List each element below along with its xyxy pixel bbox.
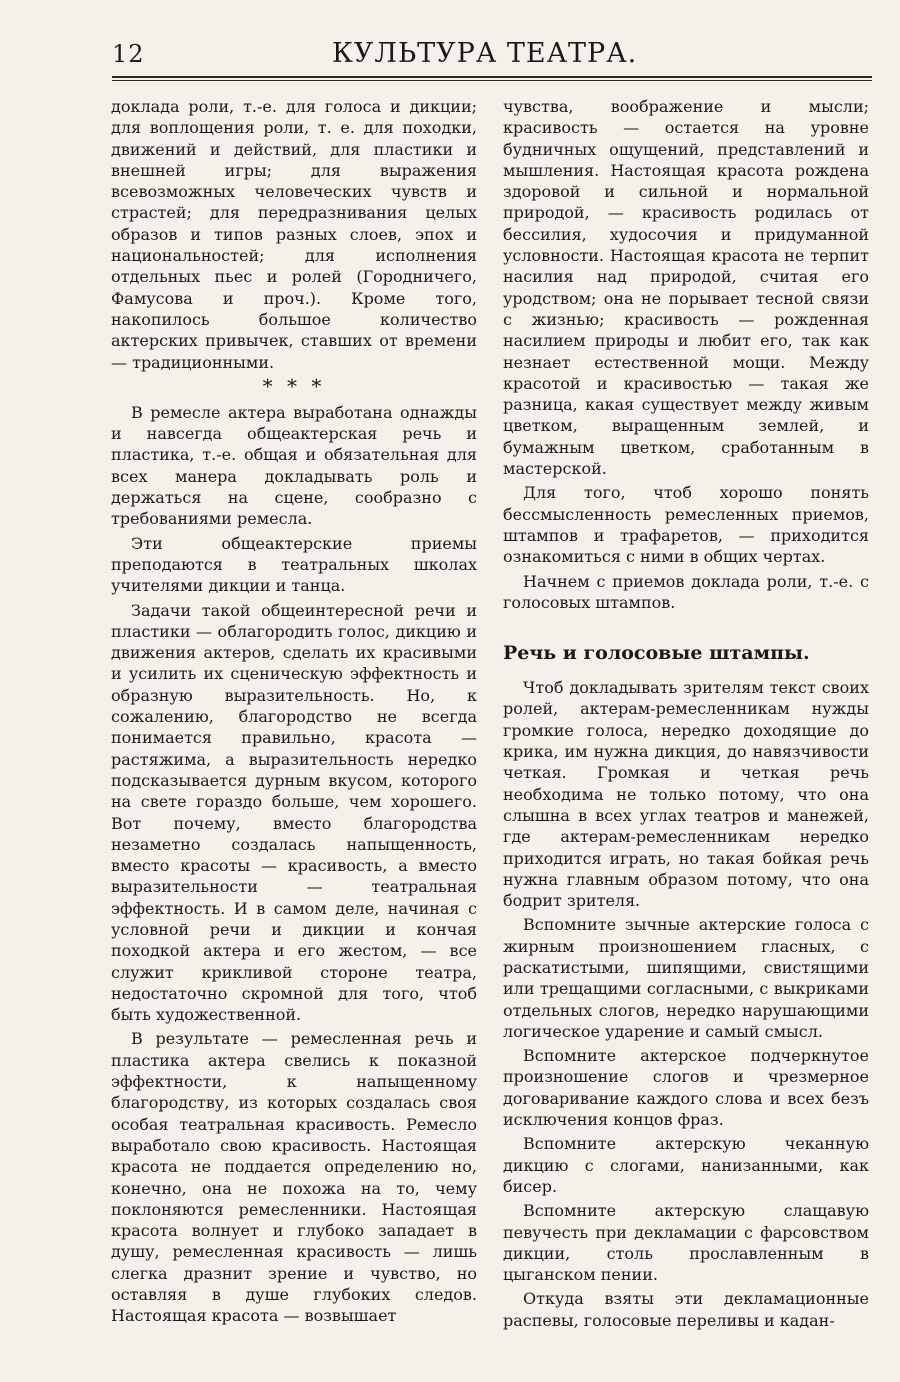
left-column <box>111 96 477 1330</box>
paragraph: В результате — ремесленная речь и пластика актера свелись к показной эффектности, к напыщенному благородству, из которых создалась своя особая театральная красивость. Ремесло выработало свою красивость. Настоящая красота не поддается определению но, конечно, она не похожа на то, чему поклоняются ремесленники. Настоящая красота волнует и глубоко западает в душу, ремесленная красивость — лишь слегка дразнит зрение и чувство, но оставляя в душе глубоких следов. Настоящая красота — возвышает <box>111 1029 477 1326</box>
paragraph: Задачи такой общеинтересной речи и пластики — облагородить голос, дикцию и движения актеров, сделать их красивыми и усилить их сценическую эффектность и образную выразительность. Но, к сожалению, благородство не всегда понимается правильно, красота — растяжима, а выразительность нередко подсказывается дурным вкусом, которого на свете гораздо больше, чем хорошего. Вот почему, вместо благородства незаметно создалась напыщенность, вместо красоты — красивость, а вместо выразительности — театральная эффектность. И в самом деле, начиная с условной речи и дикции и кончая походкой актера и его жестом, — все служит крикливой стороне театра, недостаточно скромной для того, чтоб быть художественной. <box>111 600 477 1025</box>
paragraph: В ремесле актера выработана однажды и навсегда общеактерская речь и пластика, т.-е. общая и обязательная для всех манера докладывать роль и держаться на сцене, сообразно с требованиями ремесла. <box>111 402 477 529</box>
paragraph: Вспомните актерское подчеркнутое произношение слогов и чрезмерное договаривание каждого слова и всех безъ исключения концов фраз. <box>503 1046 869 1130</box>
paragraph: Вспомните зычные актерские голоса с жирным произношением гласных, с раскатистыми, шипящими, свистящими или трещащими согласными, с выкриками отдельных слогов, нередко нарушающими логическое ударение и самый смысл. <box>503 915 869 1041</box>
paragraph: чувства, воображение и мысли; красивость — остается на уровне будничных ощущений, представлений и мышления. Настоящая красота рождена здоровой и сильной и нормальной природой, — красивость родилась от бессилия, худосочия и придуманной условности. Настоящая красота не терпит насилия над природой, считая его уродством; она не порывает тесной связи с жизнью; красивость — рожденная насилием природы и любит его, так как незнает естественной мощи. Между красотой и красивостью — такая же разница, какая существует между живым цветком, выращенным землей, и бумажным цветком, сработанным в мастерской. <box>503 97 869 479</box>
paragraph: Начнем с приемов доклада роли, т.-е. с голосовых штампов. <box>503 571 869 612</box>
header-rule <box>112 76 872 81</box>
paragraph: Чтоб докладывать зрителям текст своих ролей, актерам-ремесленникам нужды громкие голоса, нередко доходящие до крика, им нужна дикция, до навязчивости четкая. Громкая и четкая речь необходима не только потому, что она слышна в всех углах театров и манежей, где актерам-ремесленникам нередко приходится играть, но такая бойкая речь нужна главным образом потому, что она бодрит зрителя. <box>503 678 869 911</box>
paragraph: Эти общеактерские приемы преподаются в театральных школах учителями дикции и танца. <box>111 533 477 596</box>
paragraph: Откуда взяты эти декламационные распевы, голосовые переливы и кадан- <box>503 1289 869 1330</box>
section-break-asterisks: * * * <box>262 373 326 398</box>
paragraph: Вспомните актерскую слащавую певучесть при декламации с фарсовством дикции, столь прославленным в цыганском пении. <box>503 1201 869 1285</box>
section-heading: Речь и голосовые штампы. <box>503 642 810 665</box>
right-column <box>503 96 869 1334</box>
paragraph: доклада роли, т.-е. для голоса и дикции; для воплощения роли, т. е. для походки, движений и действий, для пластики и внешней игры; для выражения всевозможных человеческих чувств и страстей; для передразнивания целых образов и типов разных слоев, эпох и национальностей; для исполнения отдельных пьес и ролей (Городничего, Фамусова и проч.). Кроме того, накопилось большое количество актерских привычек, ставших от времени — традиционными. <box>111 97 477 372</box>
page-header <box>112 38 872 78</box>
page-number: 12 <box>112 40 145 68</box>
running-title: КУЛЬТУРА ТЕАТРА. <box>332 38 638 69</box>
paragraph: Для того, чтоб хорошо понять бессмысленность ремесленных приемов, штампов и трафаретов, — приходится ознакомиться с ними в общих чертах. <box>503 483 869 567</box>
paragraph: Вспомните актерскую чеканную дикцию с слогами, нанизанными, как бисер. <box>503 1134 869 1196</box>
